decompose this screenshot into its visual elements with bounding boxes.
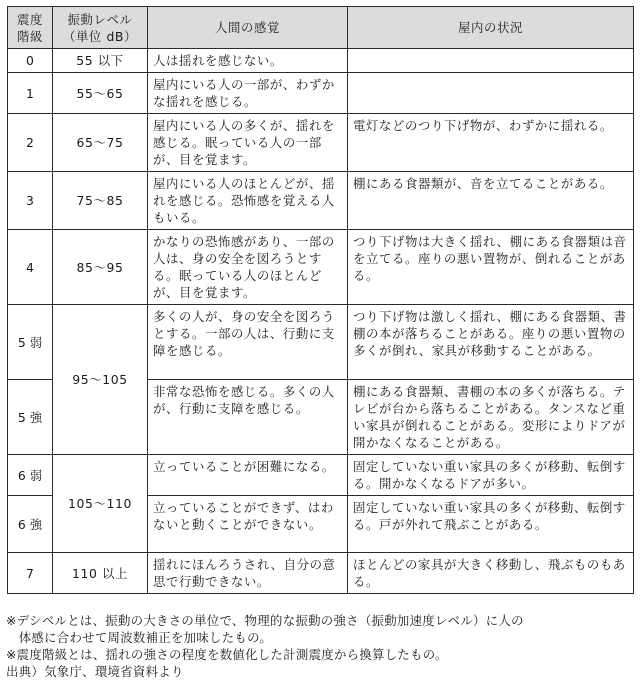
footnote-intensity-class: ※震度階級とは、揺れの強さの程度を数値化した計測震度から換算したもの。 xyxy=(6,647,448,662)
indoor-situation-cell: つり下げ物は大きく揺れ、棚にある食器類は音を立てる。座りの悪い置物が、倒れることがある。 xyxy=(348,230,634,305)
human-sense-cell: かなりの恐怖感があり、一部の人は、身の安全を図ろうとする。眠っている人のほとんどが、目を覚ます。 xyxy=(148,230,348,305)
level-cell: 65～75 xyxy=(53,114,148,172)
table-row xyxy=(8,172,634,230)
intensity-cell: 7 xyxy=(8,553,53,594)
indoor-situation-cell: ほとんどの家具が大きく移動し、飛ぶものもある。 xyxy=(348,553,634,594)
indoor-situation-cell: 棚にある食器類、書棚の本の多くが落ちる。テレビが台から落ちることがある。タンスなど重い家具が倒れることがある。変形によりドアが開かなくなることがある。 xyxy=(348,380,634,455)
table-row xyxy=(8,305,634,380)
table-row xyxy=(8,553,634,594)
indoor-situation-cell: 棚にある食器類が、音を立てることがある。 xyxy=(348,172,634,230)
intensity-cell: 0 xyxy=(8,49,53,73)
table-row xyxy=(8,49,634,73)
intensity-cell: 4 xyxy=(8,230,53,305)
human-sense-cell: 非常な恐怖を感じる。多くの人が、行動に支障を感じる。 xyxy=(148,380,348,455)
intensity-cell: 5 強 xyxy=(8,380,53,455)
table-row xyxy=(8,114,634,172)
footnote-decibel-cont: 体感に合わせて周波数補正を加味したもの。 xyxy=(6,630,273,645)
intensity-cell: 5 弱 xyxy=(8,305,53,380)
human-sense-cell: 屋内にいる人の多くが、揺れを感じる。眠っている人の一部が、目を覚ます。 xyxy=(148,114,348,172)
table-row xyxy=(8,73,634,114)
human-sense-cell: 立っていることができず、はわないと動くことができない。 xyxy=(148,496,348,553)
source-note: 出典）気象庁、環境省資料より xyxy=(6,664,184,679)
indoor-situation-cell: 固定していない重い家具の多くが移動、転倒する。戸が外れて飛ぶことがある。 xyxy=(348,496,634,553)
intensity-cell: 6 弱 xyxy=(8,455,53,496)
seismic-intensity-table xyxy=(7,6,634,594)
intensity-cell: 1 xyxy=(8,73,53,114)
level-cell: 85～95 xyxy=(53,230,148,305)
table-row xyxy=(8,230,634,305)
header-level: 振動レベル （単位 dB） xyxy=(53,7,148,49)
human-sense-cell: 立っていることが困難になる。 xyxy=(148,455,348,496)
human-sense-cell: 多くの人が、身の安全を図ろうとする。一部の人は、行動に支障を感じる。 xyxy=(148,305,348,380)
human-sense-cell: 人は揺れを感じない。 xyxy=(148,49,348,73)
intensity-cell: 2 xyxy=(8,114,53,172)
level-cell: 110 以上 xyxy=(53,553,148,594)
human-sense-cell: 屋内にいる人の一部が、わずかな揺れを感じる。 xyxy=(148,73,348,114)
indoor-situation-cell xyxy=(348,49,634,73)
human-sense-cell: 揺れにほんろうされ、自分の意思で行動できない。 xyxy=(148,553,348,594)
indoor-situation-cell: 電灯などのつり下げ物が、わずかに揺れる。 xyxy=(348,114,634,172)
table-header-row xyxy=(8,7,634,49)
header-indoor-situation: 屋内の状況 xyxy=(348,7,634,49)
table-row xyxy=(8,455,634,496)
indoor-situation-cell: 固定していない重い家具の多くが移動、転倒する。開かなくなるドアが多い。 xyxy=(348,455,634,496)
footnote-decibel: ※デシベルとは、振動の大きさの単位で、物理的な振動の強さ（振動加速度レベル）に人の xyxy=(6,613,524,628)
indoor-situation-cell: つり下げ物は激しく揺れ、棚にある食器類、書棚の本が落ちることがある。座りの悪い置物の多くが倒れ、家具が移動することがある。 xyxy=(348,305,634,380)
level-cell: 95～105 xyxy=(53,305,148,455)
human-sense-cell: 屋内にいる人のほとんどが、揺れを感じる。恐怖感を覚える人もいる。 xyxy=(148,172,348,230)
header-human-sense: 人間の感覚 xyxy=(148,7,348,49)
header-intensity: 震度 階級 xyxy=(8,7,53,49)
indoor-situation-cell xyxy=(348,73,634,114)
intensity-cell: 6 強 xyxy=(8,496,53,553)
footnotes xyxy=(6,612,636,680)
level-cell: 105～110 xyxy=(53,455,148,553)
level-cell: 55～65 xyxy=(53,73,148,114)
intensity-cell: 3 xyxy=(8,172,53,230)
level-cell: 75～85 xyxy=(53,172,148,230)
level-cell: 55 以下 xyxy=(53,49,148,73)
